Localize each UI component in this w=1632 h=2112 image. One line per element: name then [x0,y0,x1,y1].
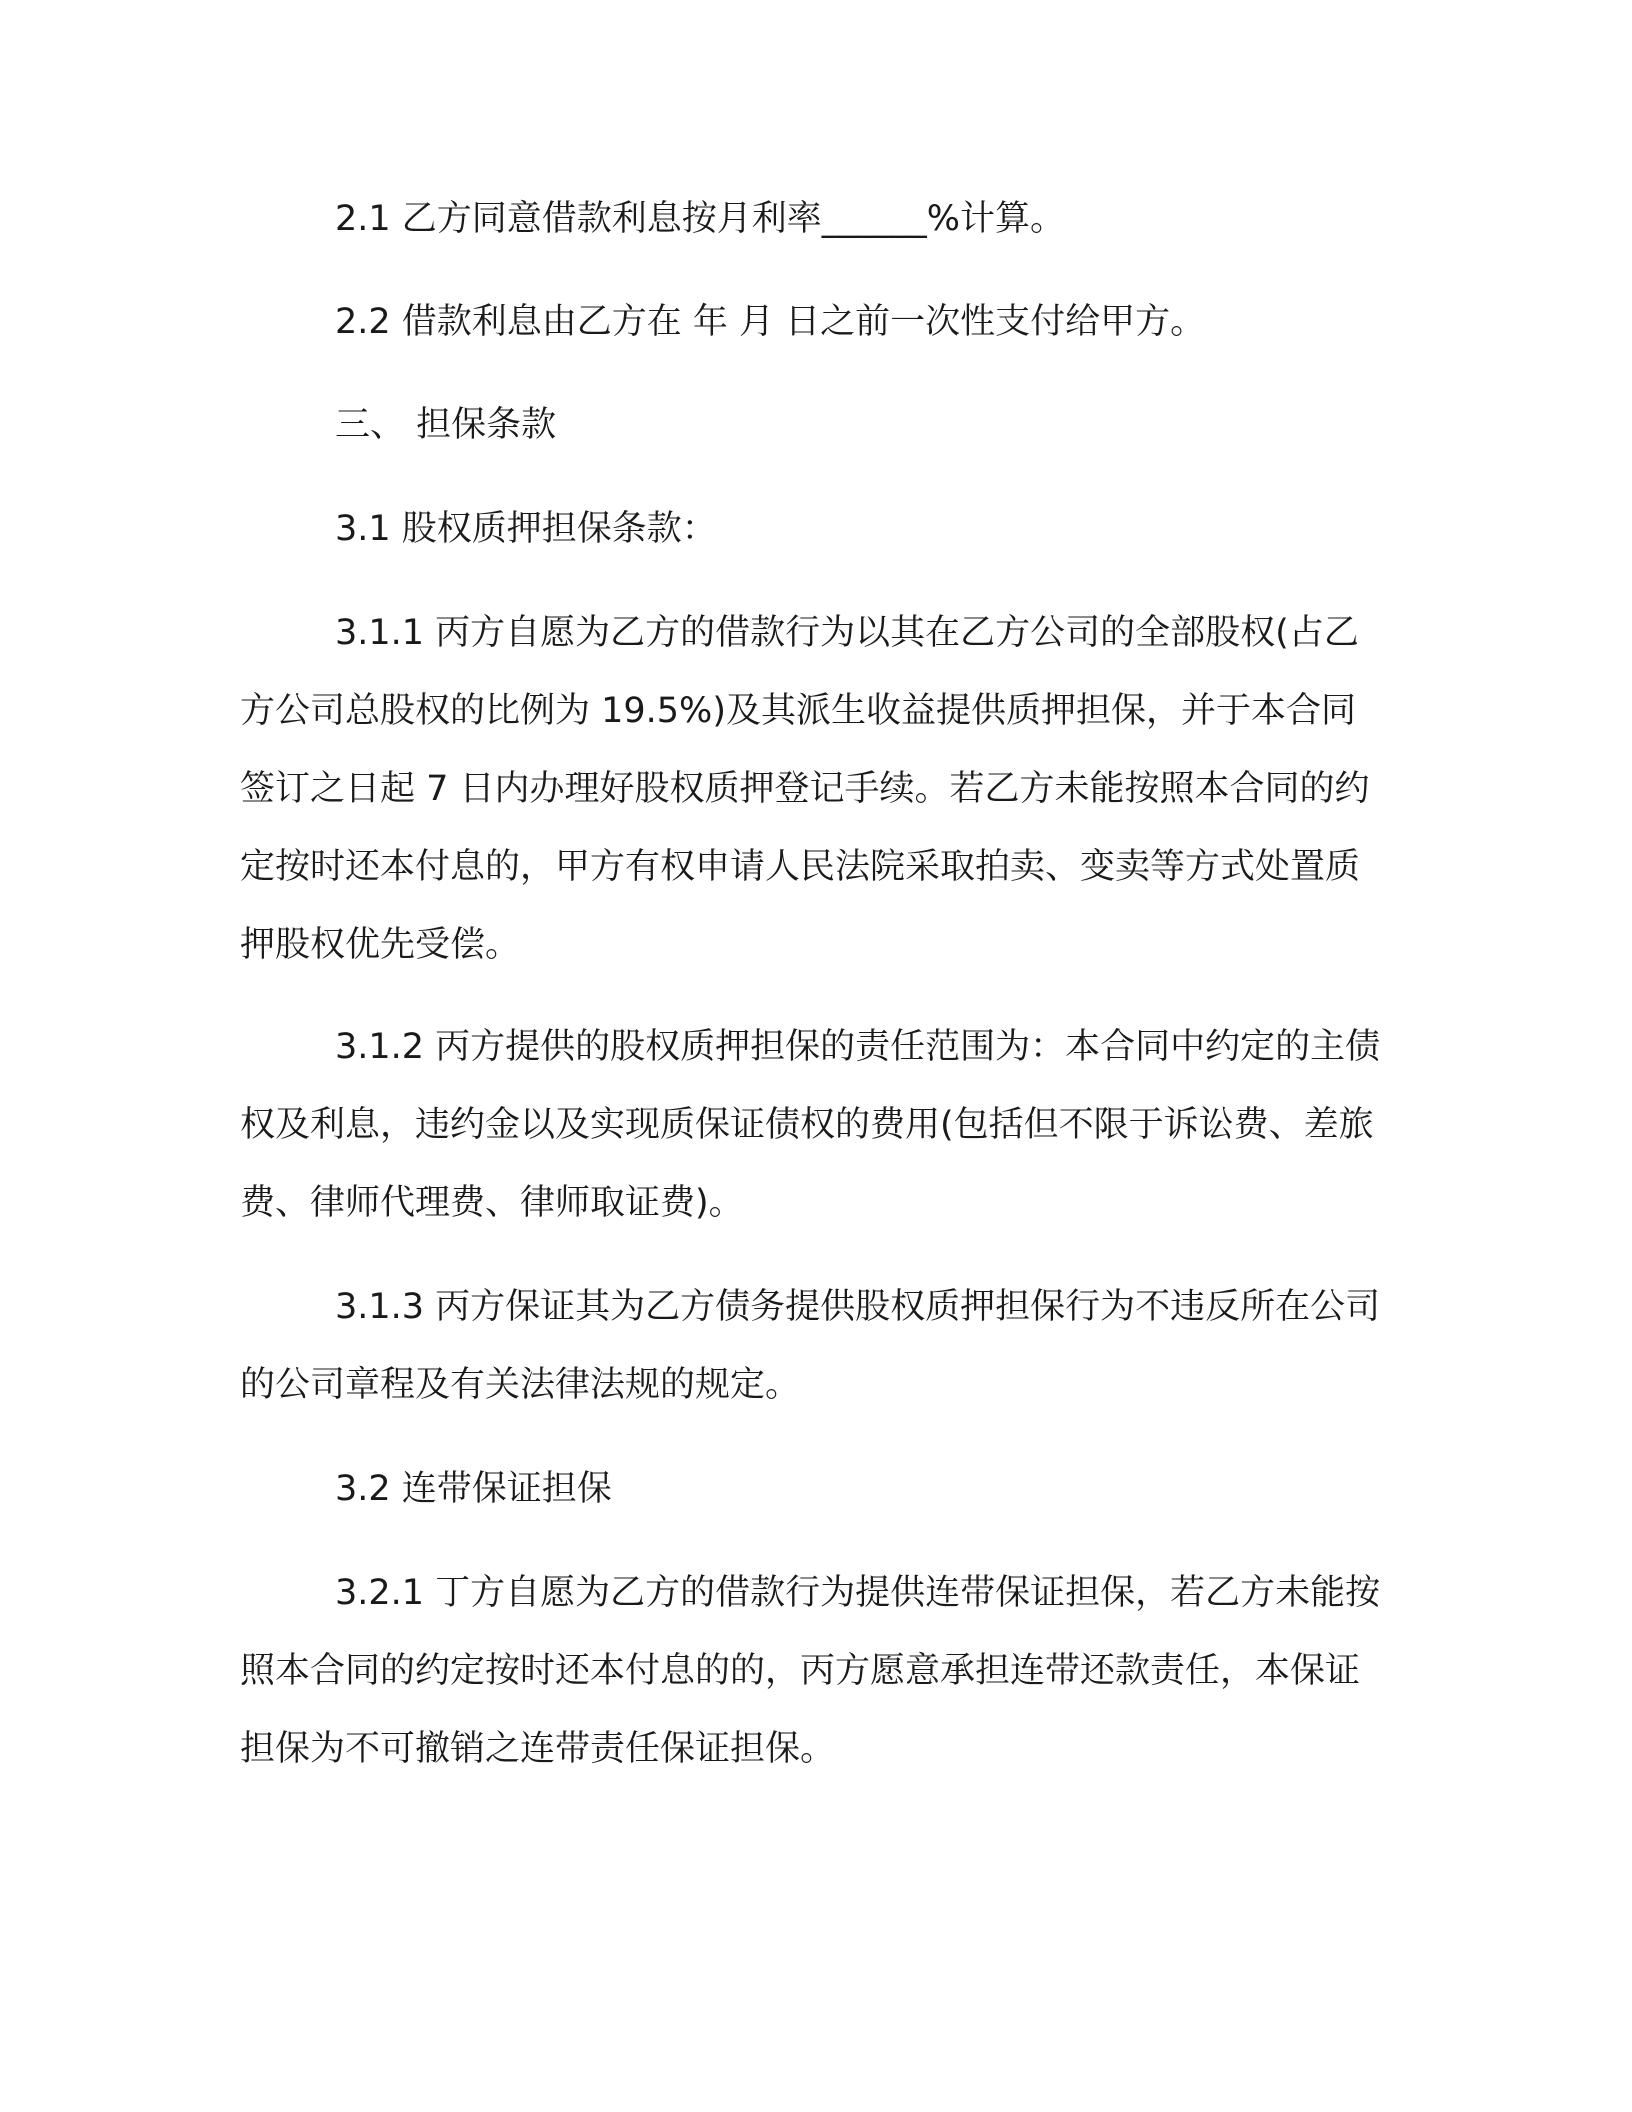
clause-3-2: 3.2 连带保证担保 [335,1469,612,1509]
clause-3-1-3: 3.1.3 丙方保证其为乙方债务提供股权质押担保行为不违反所在公司的公司章程及有关法律法规的规定。 [240,1287,1381,1405]
clause-3-2-1: 3.2.1 丁方自愿为乙方的借款行为提供连带保证担保，若乙方未能按照本合同的约定按时还本付息的的，丙方愿意承担连带还款责任，本保证担保为不可撤销之连带责任保证担保。 [240,1573,1381,1769]
clause-2-1: 2.1 乙方同意借款利息按月利率______%计算。 [335,199,1066,239]
clause-3-1: 3.1 股权质押担保条款： [335,509,717,549]
clause-3-1-2: 3.1.2 丙方提供的股权质押担保的责任范围为：本合同中约定的主债权及利息，违约金以及实现质保证债权的费用(包括但不限于诉讼费、差旅费、律师代理费、律师取证费)。 [240,1027,1381,1223]
section-3-title: 三、 担保条款 [335,405,557,445]
clause-2-2: 2.2 借款利息由乙方在 年 月 日之前一次性支付给甲方。 [335,302,1206,342]
clause-3-1-1: 3.1.1 丙方自愿为乙方的借款行为以其在乙方公司的全部股权(占乙方公司总股权的比例为 19.5%)及其派生收益提供质押担保，并于本合同签订之日起 7 日内办理好股权质押登记手续。若乙方未能按照本合同的约定按时还本付息的，甲方有权申请人民法院采取拍卖、变卖等方式处置质押股权优先受偿。 [240,613,1370,965]
